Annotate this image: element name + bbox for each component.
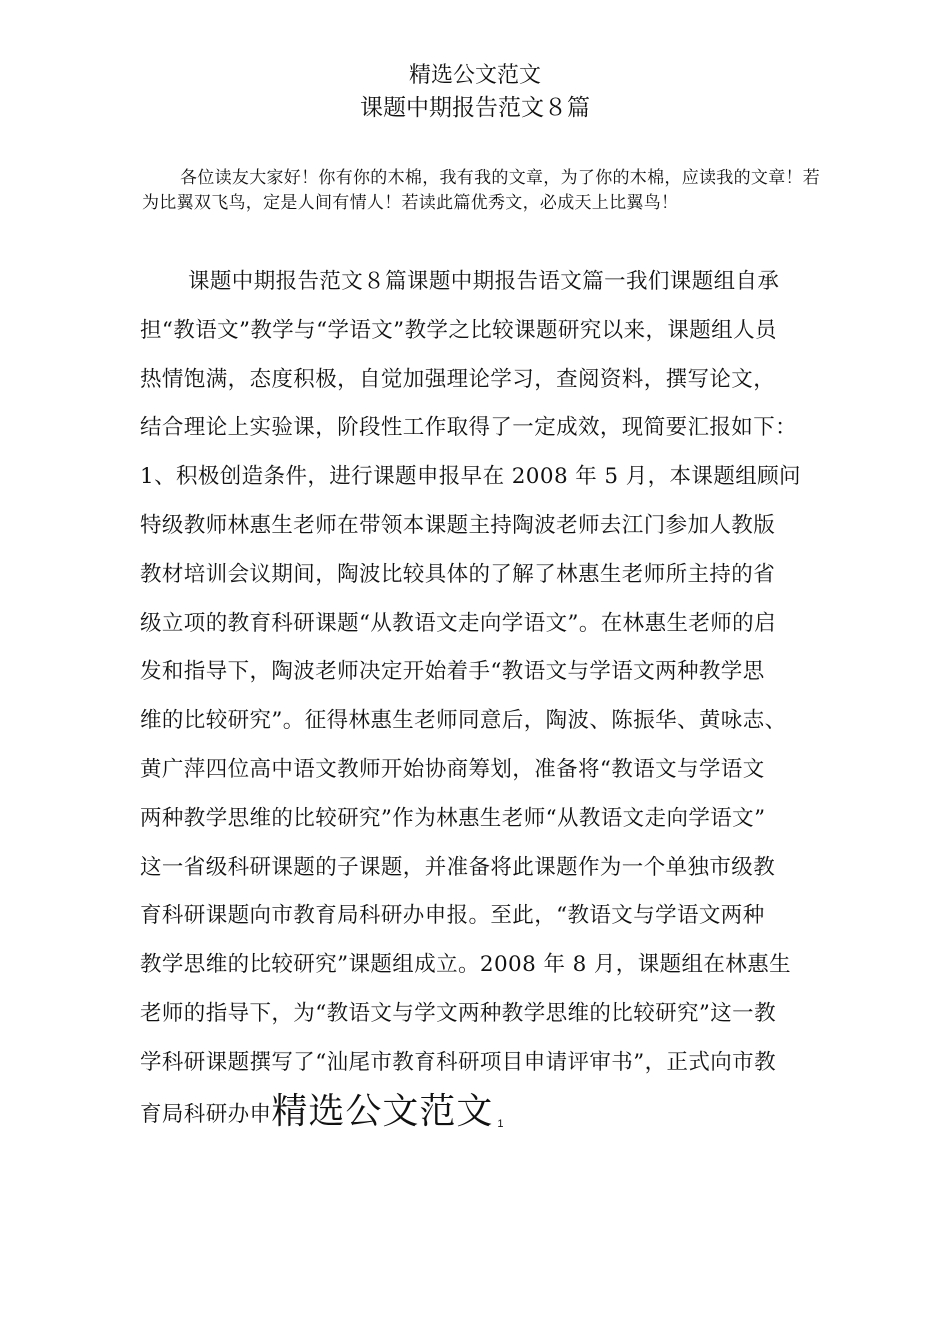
body-paragraph [140,258,830,1148]
greeting-paragraph: 各位读友大家好！你有你的木棉，我有我的文章，为了你的木棉，应读我的文章！若为比翼双飞鸟，定是人间有情人！若读此篇优秀文，必成天上比翼鸟！ [142,168,821,213]
body-line: 课题中期报告范文８篇课题中期报告语文篇一我们课题组自承 [188,269,780,294]
body-line: 热情饱满，态度积极，自觉加强理论学习，查阅资料，撰写论文， [140,366,776,392]
document-title: 课题中期报告范文８篇 [360,95,590,121]
body-line: 育科研课题向市教育局科研办申报。至此，“教语文与学语文两种 [140,903,765,929]
body-line: 特级教师林惠生老师在带领本课题主持陶波老师去江门参加人教版 [140,512,776,538]
body-line: 1、积极创造条件，进行课题申报早在 2008 年 5 月，本课题组顾问 [140,464,801,490]
body-line: 级立项的教育科研课题“从教语文走向学语文”。在林惠生老师的启 [140,610,776,636]
footer-label: 精选公文范文 [271,1090,494,1132]
body-line: 维的比较研究”。征得林惠生老师同意后，陶波、陈振华、黄咏志、 [140,708,787,734]
body-line: 教学思维的比较研究”课题组成立。2008 年 8 月，课题组在林惠生 [140,952,791,978]
body-line: 担“教语文”教学与“学语文”教学之比较课题研究以来，课题组人员 [140,317,777,343]
body-line: 两种教学思维的比较研究”作为林惠生老师“从教语文走向学语文” [140,805,766,831]
header-title: 精选公文范文 [408,63,541,88]
body-line: 发和指导下，陶波老师决定开始着手“教语文与学语文两种教学思 [140,659,765,685]
body-line-text: 育局科研办申 [140,1101,272,1127]
body-line: 学科研课题撰写了“汕尾市教育科研项目申请评审书”，正式向市教 [140,1049,776,1075]
body-line: 老师的指导下，为“教语文与学文两种教学思维的比较研究”这一教 [140,1000,776,1026]
page-number: 1 [497,1117,504,1130]
body-line: 教材培训会议期间，陶波比较具体的了解了林惠生老师所主持的省 [140,561,776,587]
body-line: 黄广萍四位高中语文教师开始协商筹划，准备将“教语文与学语文 [140,756,765,782]
body-line: 结合理论上实验课，阶段性工作取得了一定成效，现简要汇报如下： [140,415,798,441]
body-line-last [140,1088,830,1149]
body-line: 这一省级科研课题的子课题，并准备将此课题作为一个单独市级教 [140,854,776,880]
